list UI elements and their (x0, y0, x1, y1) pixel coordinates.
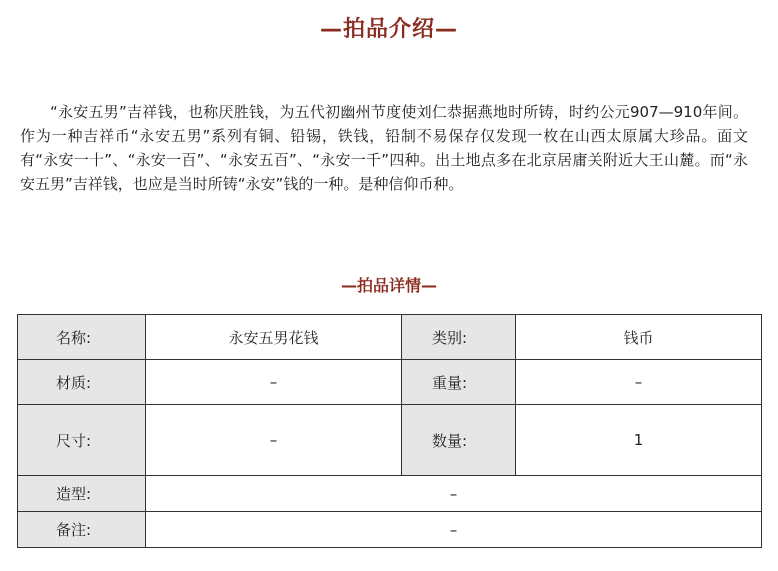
weight-value: – (516, 360, 762, 405)
table-row (18, 405, 762, 476)
intro-paragraph: “永安五男”吉祥钱，也称厌胜钱，为五代初幽州节度使刘仁恭据燕地时所铸，时约公元907—910年间。作为一种吉祥币“永安五男”系列有铜、铅锡，铁钱，铅制不易保存仅发现一枚在山西太原属大珍品。面文有“永安一十”、“永安一百”、“永安五百”、“永安一千”四种。出土地点多在北京居庸关附近大王山麓。而“永安五男”吉祥钱，也应是当时所铸“永安”钱的一种。是种信仰币种。 (20, 103, 748, 193)
size-label: 尺寸: (18, 405, 146, 476)
quantity-label: 数量: (402, 405, 516, 476)
category-label: 类别: (402, 315, 516, 360)
table-row (18, 315, 762, 360)
size-value: – (146, 405, 402, 476)
category-value: 钱币 (516, 315, 762, 360)
remark-label: 备注: (18, 512, 146, 548)
table-row (18, 512, 762, 548)
remark-value: – (146, 512, 762, 548)
details-table (17, 314, 762, 548)
material-value: – (146, 360, 402, 405)
shape-label: 造型: (18, 476, 146, 512)
material-label: 材质: (18, 360, 146, 405)
weight-label: 重量: (402, 360, 516, 405)
name-value: 永安五男花钱 (146, 315, 402, 360)
table-row (18, 360, 762, 405)
name-label: 名称: (18, 315, 146, 360)
quantity-value: 1 (516, 405, 762, 476)
shape-value: – (146, 476, 762, 512)
page-title: —拍品介绍— (319, 17, 458, 42)
table-row (18, 476, 762, 512)
details-title: —拍品详情— (340, 276, 437, 295)
